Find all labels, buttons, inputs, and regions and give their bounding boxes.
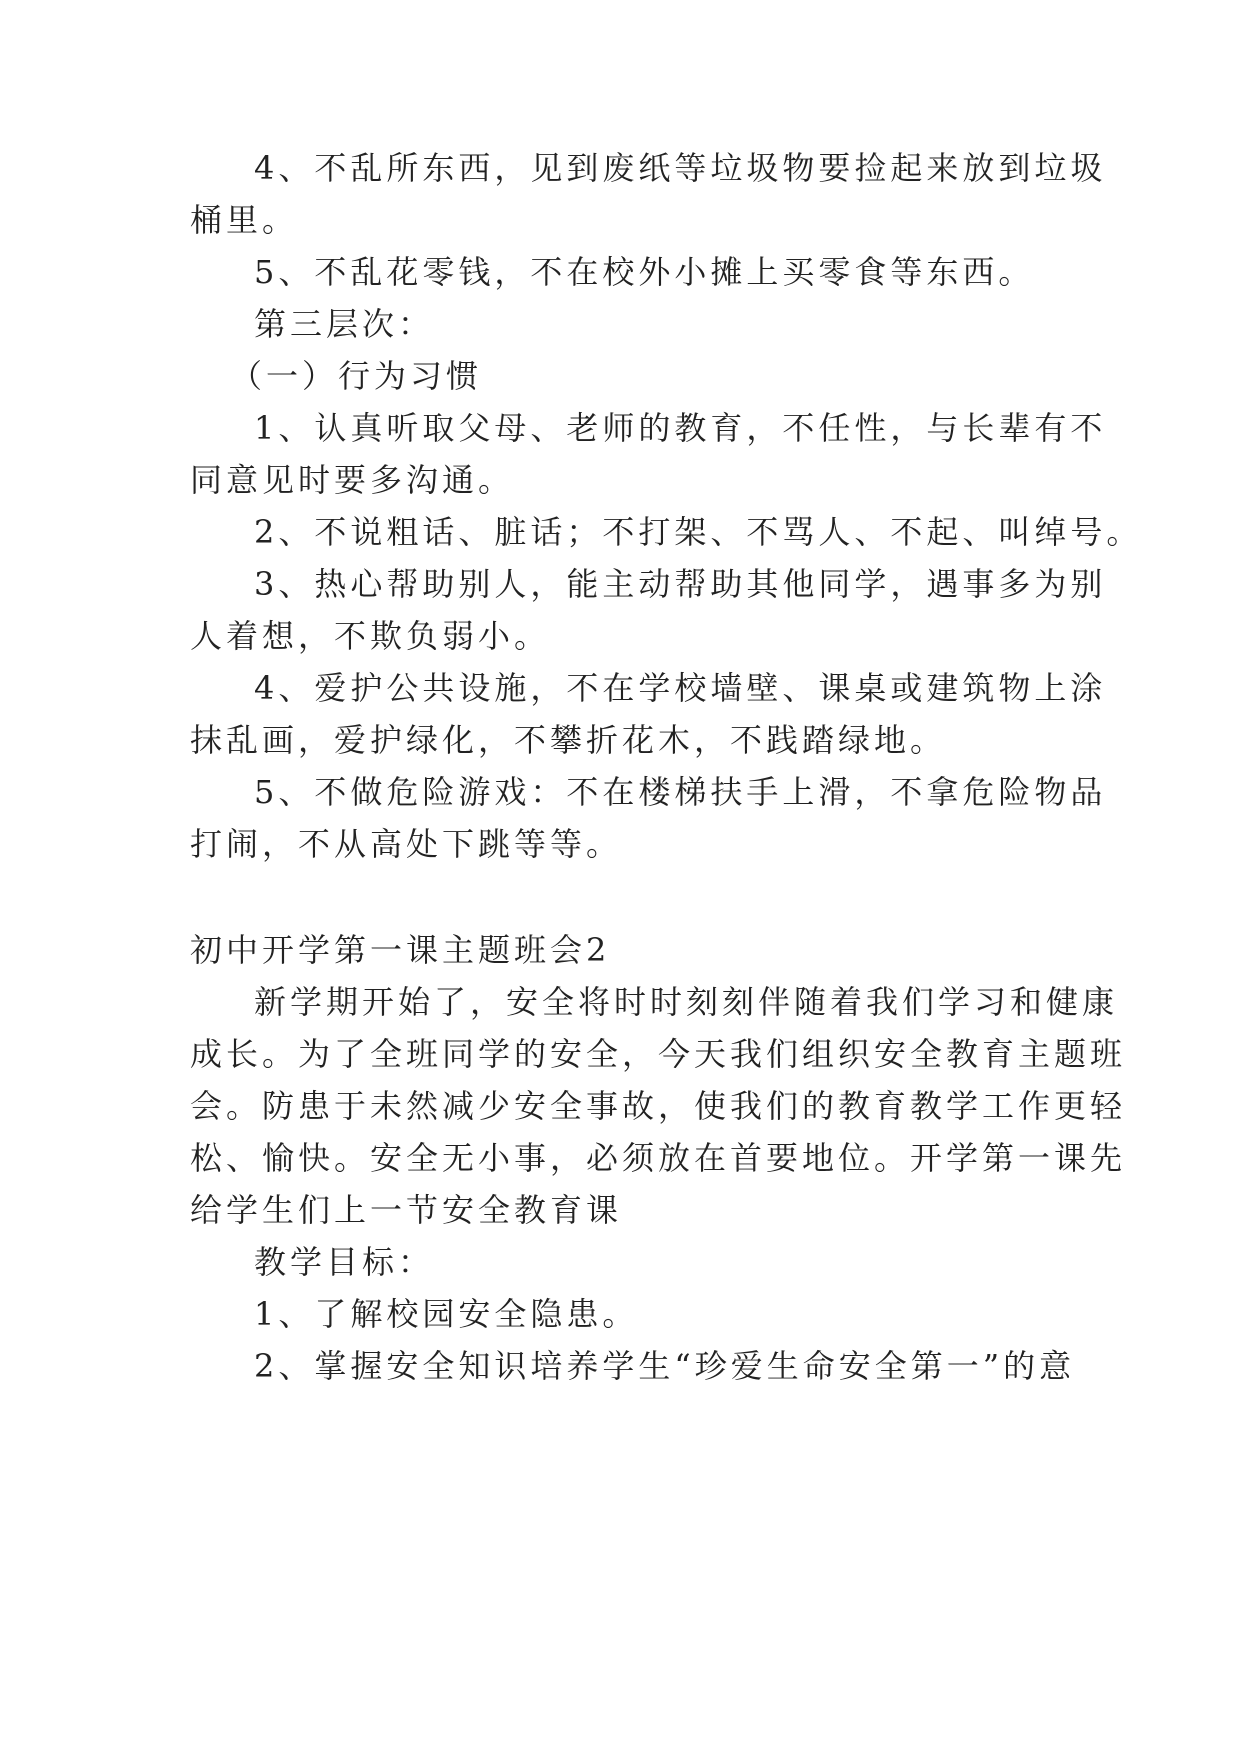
- intro-line-4: 松、愉快。安全无小事，必须放在首要地位。开学第一课先: [190, 1139, 1127, 1177]
- item-5: 5、不乱花零钱，不在校外小摊上买零食等东西。: [254, 253, 1035, 291]
- intro-line-3: 会。防患于未然减少安全事故，使我们的教育教学工作更轻: [190, 1087, 1127, 1125]
- goals-heading: 教学目标：: [254, 1243, 435, 1281]
- intro-line-1: 新学期开始了，安全将时时刻刻伴随着我们学习和健康: [254, 983, 1119, 1021]
- rule-2-line-1: 2、不说粗话、脏话；不打架、不骂人、不起、叫绰号。: [254, 513, 1143, 551]
- rule-1-line-1: 1、认真听取父母、老师的教育，不任性，与长辈有不: [254, 409, 1107, 447]
- intro-line-2: 成长。为了全班同学的安全，今天我们组织安全教育主题班: [190, 1035, 1127, 1073]
- rule-1-line-2: 同意见时要多沟通。: [190, 461, 515, 499]
- item-4-line-2: 桶里。: [190, 201, 299, 239]
- item-4-line-1: 4、不乱所东西，见到废纸等垃圾物要捡起来放到垃圾: [254, 149, 1107, 187]
- rule-4-line-1: 4、爱护公共设施，不在学校墙壁、课桌或建筑物上涂: [254, 669, 1107, 707]
- rule-4-line-2: 抹乱画，爱护绿化，不攀折花木，不践踏绿地。: [190, 721, 947, 759]
- rule-3-line-2: 人着想，不欺负弱小。: [190, 617, 551, 655]
- rule-5-line-2: 打闹，不从高处下跳等等。: [190, 825, 623, 863]
- goal-1: 1、了解校园安全隐患。: [254, 1295, 639, 1333]
- goal-2: 2、掌握安全知识培养学生“珍爱生命安全第一”的意: [254, 1347, 1076, 1385]
- behavior-subheading: （一）行为习惯: [230, 357, 483, 395]
- intro-line-5: 给学生们上一节安全教育课: [190, 1191, 623, 1229]
- rule-3-line-1: 3、热心帮助别人，能主动帮助其他同学，遇事多为别: [254, 565, 1107, 603]
- rule-5-line-1: 5、不做危险游戏：不在楼梯扶手上滑，不拿危险物品: [254, 773, 1107, 811]
- level-3-heading: 第三层次：: [254, 305, 435, 343]
- section-2-title: 初中开学第一课主题班会2: [190, 931, 611, 969]
